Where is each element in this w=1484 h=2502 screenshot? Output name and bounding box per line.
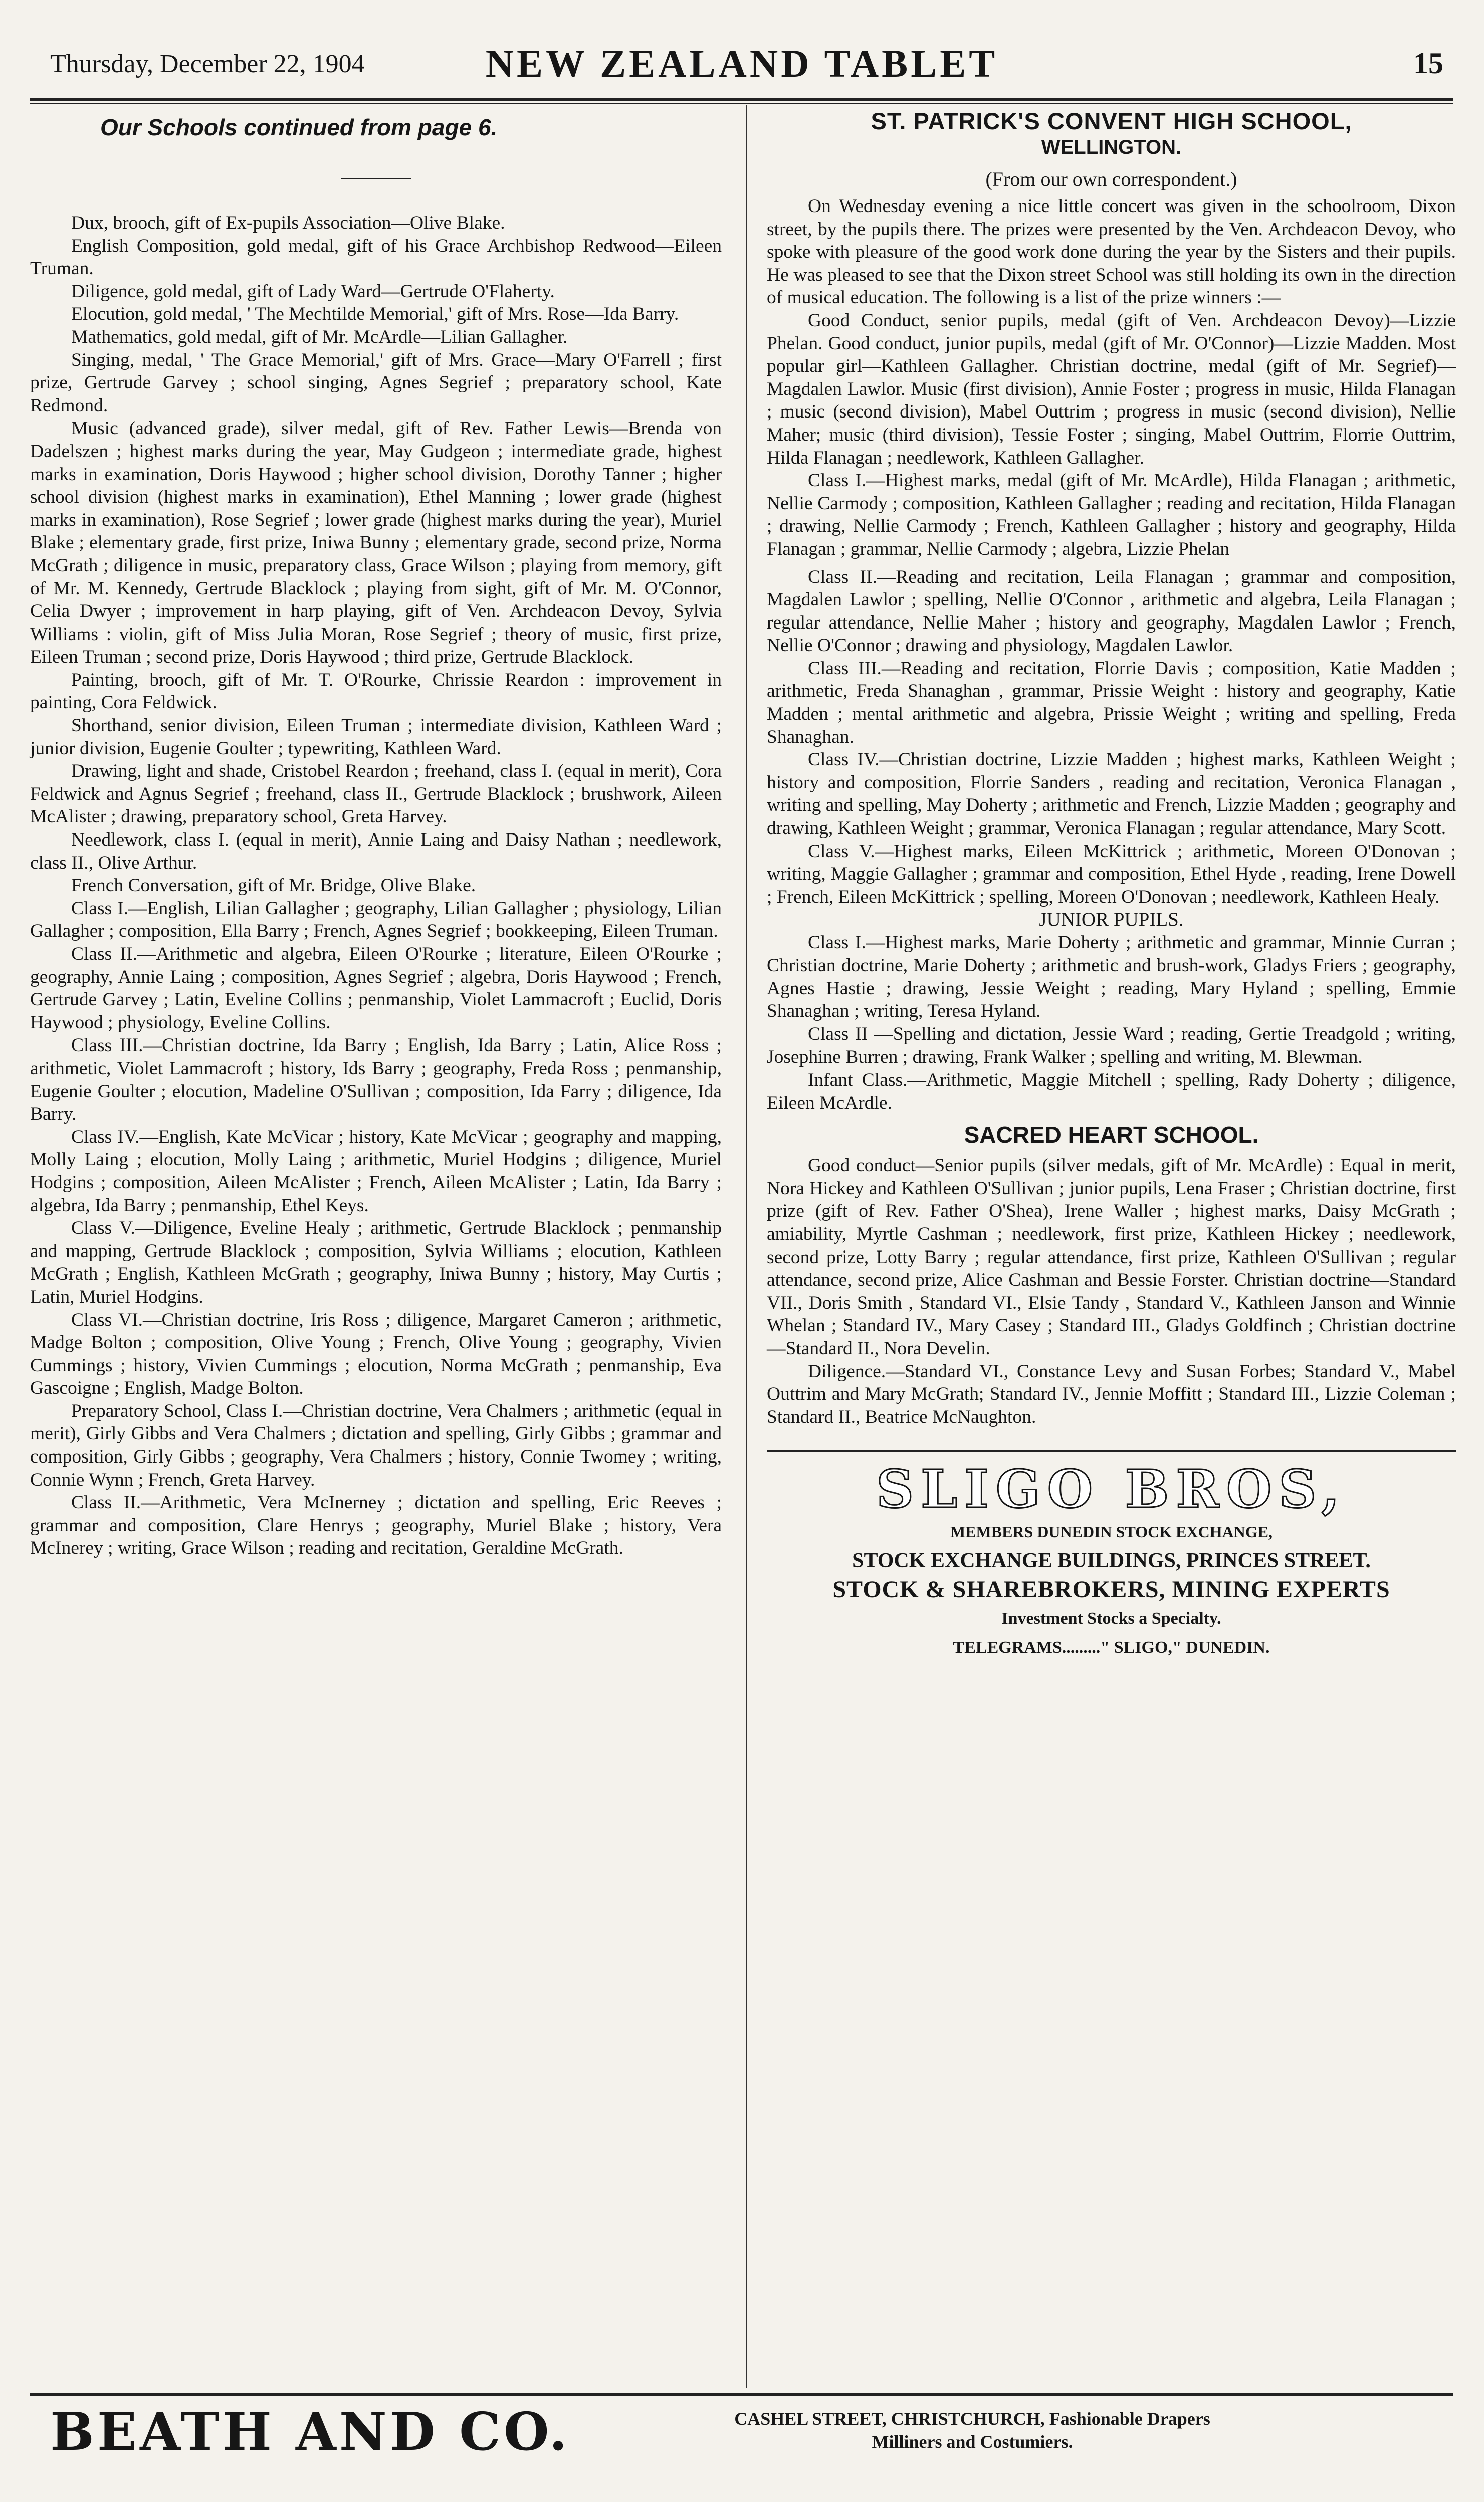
- advert-line: STOCK & SHAREBROKERS, MINING EXPERTS: [832, 1576, 1390, 1603]
- left-column: [30, 108, 722, 1560]
- article-paragraph: Class IV.—Christian doctrine, Lizzie Madden ; highest marks, Kathleen Weight ; history and composition, Florrie Sanders , reading and recitation, Veronica Flanagan , writing and spelling, May Doherty ; arithmetic and French, Lizzie Madden ; geography and drawing, Kathleen Weight ; grammar, Veronica Flanagan ; regular attendance, Mary Scott.: [767, 749, 1456, 839]
- junior-pupils-heading: JUNIOR PUPILS.: [1039, 909, 1184, 931]
- prize-paragraph: Class II.—Arithmetic, Vera McInerney ; dictation and spelling, Eric Reeves ; grammar and composition, Clare Henrys ; geography, Muriel Blake ; history, Vera McInerey ; writing, Grace Wilson ; reading and recitation, Geraldine McGrath.: [30, 1492, 722, 1559]
- masthead: [30, 42, 1453, 94]
- article-paragraph: Class I.—Highest marks, Marie Doherty ; arithmetic and grammar, Minnie Curran ; Christian doctrine, Marie Doherty ; arithmetic and brush-work, Gladys Friers ; geography, Agnes Hastie ; drawing, Jessie Weight ; reading, Mary Hyland ; spelling, Emmie Shanaghan ; writing, Teresa Hyland.: [767, 932, 1456, 1022]
- advert-line: Investment Stocks a Specialty.: [1001, 1609, 1221, 1628]
- masthead-rule-thin: [30, 103, 1453, 104]
- prize-paragraph: Dux, brooch, gift of Ex-pupils Association—Olive Blake.: [71, 213, 505, 233]
- article-paragraph: On Wednesday evening a nice little concert was given in the schoolroom, Dixon street, by the pupils there. The prizes were presented by the Ven. Archdeacon Devoy, who spoke with pleasure of the good work done during the year by the Sisters and their pupils. He was pleased to see that the Dixon street School was still holding its own in the direction of musical education. The following is a list of the prize winners :—: [767, 196, 1456, 308]
- footer-line: CASHEL STREET, CHRISTCHURCH, Fashionable Drapers: [734, 2409, 1210, 2429]
- prize-paragraph: Diligence, gold medal, gift of Lady Ward—Gertrude O'Flaherty.: [71, 281, 555, 302]
- prize-paragraph: French Conversation, gift of Mr. Bridge, Olive Blake.: [71, 875, 476, 896]
- article-paragraph: Class II.—Reading and recitation, Leila Flanagan ; grammar and composition, Magdalen Lawlor ; spelling, Nellie O'Connor , arithmetic and algebra, Leila Flanagan ; regular attendance, Nellie Maher ; history and geography, Magdalen Lawlor ; French, Nellie O'Connor ; drawing and physiology, Magdalen Lawlor.: [767, 566, 1456, 656]
- correspondent-note: (From our own correspondent.): [985, 168, 1237, 190]
- prize-paragraph: Music (advanced grade), silver medal, gift of Rev. Father Lewis—Brenda von Dadelszen ; highest marks during the year, May Gudgeon ; intermediate grade, highest marks in examination, Doris Haywood ; higher school division, Dorothy Tanner ; higher school division (highest marks in examination), Ethel Manning ; lower grade (highest marks in examination), Rose Segrief ; lower grade (highest marks during the year), Muriel Blake ; elementary grade, first prize, Iniwa Bunny ; elementary grade, second prize, Norma McGrath ; diligence in music, preparatory class, Grace Wilson ; playing from memory, gift of Mr. M. Kennedy, Gertrude Blacklock ; playing from sight, gift of Mr. M. O'Connor, Celia Dwyer ; improvement in harp playing, gift of Ven. Archdeacon Devoy, Sylvia Williams : violin, gift of Miss Julia Moran, Rose Segrief ; theory of music, first prize, Eileen Truman ; second prize, Doris Haywood ; third prize, Gertrude Blacklock.: [30, 418, 722, 668]
- prize-paragraph: Drawing, light and shade, Cristobel Reardon ; freehand, class I. (equal in merit), Cora Feldwick and Agnus Segrief ; freehand, class II., Gertrude Blacklock ; brushwork, Aileen McAlister ; drawing, preparatory school, Greta Harvey.: [30, 761, 722, 827]
- article-paragraph: Class III.—Reading and recitation, Florrie Davis ; composition, Katie Madden ; arithmetic, Freda Shanaghan , grammar, Prissie Weight : history and geography, Katie Madden ; mental arithmetic and algebra, Prissie Weight ; writing and spelling, Freda Shanaghan.: [767, 658, 1456, 747]
- section-heading: ST. PATRICK'S CONVENT HIGH SCHOOL,: [871, 108, 1352, 134]
- prize-paragraph: Painting, brooch, gift of Mr. T. O'Rourke, Chrissie Reardon : improvement in painting, Cora Feldwick.: [30, 669, 722, 713]
- column-divider: [746, 105, 747, 2388]
- prize-paragraph: Mathematics, gold medal, gift of Mr. McArdle—Lilian Gallagher.: [71, 326, 568, 347]
- right-column: [767, 108, 1456, 1662]
- heading-rule: [341, 178, 411, 179]
- prize-paragraph: Class V.—Diligence, Eveline Healy ; arithmetic, Gertrude Blacklock ; penmanship and mapping, Gertrude Blacklock ; composition, Sylvia Williams ; elocution, Kathleen McGrath ; English, Kathleen McGrath ; geography, Iniwa Bunny ; history, May Curtis ; Latin, Muriel Hodgins.: [30, 1218, 722, 1307]
- prize-paragraph: Singing, medal, ' The Grace Memorial,' gift of Mrs. Grace—Mary O'Farrell ; first prize, Gertrude Garvey ; school singing, Agnes Segrief ; preparatory school, Kate Redmond.: [30, 349, 722, 416]
- newspaper-title: NEW ZEALAND TABLET: [485, 42, 998, 85]
- advert-name: SLIGO BROS,: [876, 1458, 1347, 1520]
- article-paragraph: Diligence.—Standard VI., Constance Levy and Susan Forbes; Standard V., Mabel Outtrim and Mary McGrath; Standard IV., Jennie Moffitt ; Standard III., Lizzie Coleman ; Standard II., Beatrice McNaughton.: [767, 1361, 1456, 1427]
- advert-line: TELEGRAMS........." SLIGO," DUNEDIN.: [953, 1638, 1270, 1657]
- section-subheading: WELLINGTON.: [1041, 136, 1182, 158]
- prize-paragraph: Class III.—Christian doctrine, Ida Barry ; English, Ida Barry ; Latin, Alice Ross ; arithmetic, Violet Lammacroft ; history, Ids Barry ; geography, Freda Ross ; penmanship, Eugenie Goulter ; elocution, Madeline O'Sullivan ; composition, Ida Farry ; diligence, Ida Barry.: [30, 1035, 722, 1125]
- prize-paragraph: Elocution, gold medal, ' The Mechtilde Memorial,' gift of Mrs. Rose—Ida Barry.: [71, 304, 679, 325]
- footer-rule: [30, 2393, 1453, 2396]
- prize-paragraph: English Composition, gold medal, gift of his Grace Archbishop Redwood—Eileen Truman.: [30, 235, 722, 279]
- prize-paragraph: Shorthand, senior division, Eileen Truman ; intermediate division, Kathleen Ward ; junior division, Eugenie Goulter ; typewriting, Kathleen Ward.: [30, 715, 722, 759]
- continued-heading: Our Schools continued from page 6.: [100, 114, 498, 140]
- issue-date: Thursday, December 22, 1904: [50, 50, 365, 78]
- masthead-rule: [30, 98, 1453, 101]
- footer-line: Milliners and Costumiers.: [872, 2432, 1073, 2452]
- footer-advert-text: [642, 2407, 1303, 2453]
- article-paragraph: Good conduct—Senior pupils (silver medals, gift of Mr. McArdle) : Equal in merit, Nora Hickey and Kathleen O'Sullivan ; junior pupils, Lena Fraser ; Christian doctrine, first prize (gift of Rev. Father O'Shea), Irene Waller ; highest marks, Daisy McGrath ; amiability, Myrtle Cashman ; needlework, first prize, Kathleen Hickey ; needlework, second prize, Lotty Barry ; regular attendance, first prize, Kathleen O'Sullivan ; regular attendance, second prize, Alice Cashman and Bessie Forster. Christian doctrine—Standard VII., Doris Smith , Standard VI., Elsie Tandy , Standard V., Kathleen Janson and Winnie Whelan ; Standard IV., Mary Casey ; Standard III., Gladys Goldfinch ; Christian doctrine—Standard II., Nora Develin.: [767, 1155, 1456, 1359]
- article-paragraph: Class I.—Highest marks, medal (gift of Mr. McArdle), Hilda Flanagan ; arithmetic, Nellie Carmody ; composition, Kathleen Gallagher ; reading and recitation, Hilda Flanagan ; drawing, Nellie Carmody ; French, Kathleen Gallagher ; history and geography, Hilda Flanagan ; grammar, Nellie Carmody ; algebra, Lizzie Phelan: [767, 470, 1456, 559]
- prize-paragraph: Class IV.—English, Kate McVicar ; history, Kate McVicar ; geography and mapping, Molly Laing ; elocution, Molly Laing ; arithmetic, Muriel Hodgins ; diligence, Muriel Hodgins ; composition, Aileen McAlister ; French, Aileen McAlister ; Latin, Ida Barry ; algebra, Ida Barry ; penmanship, Ethel Keys.: [30, 1126, 722, 1216]
- article-paragraph: Class V.—Highest marks, Eileen McKittrick ; arithmetic, Moreen O'Donovan ; writing, Maggie Gallagher ; grammar and composition, Ethel Hyde , reading, Irene Dowell ; French, Eileen McKittrick ; spelling, Moreen O'Donovan ; needlework, Kathleen Healy.: [767, 841, 1456, 907]
- article-paragraph: Class II —Spelling and dictation, Jessie Ward ; reading, Gertie Treadgold ; writing, Josephine Burren ; drawing, Frank Walker ; spelling and writing, M. Blewman.: [767, 1023, 1456, 1068]
- footer-advert-name: BEATH AND CO.: [50, 2401, 570, 2462]
- prize-paragraph: Needlework, class I. (equal in merit), Annie Laing and Daisy Nathan ; needlework, class II., Olive Arthur.: [30, 829, 722, 873]
- prize-paragraph: Preparatory School, Class I.—Christian doctrine, Vera Chalmers ; arithmetic (equal in merit), Girly Gibbs and Vera Chalmers ; dictation and spelling, Girly Gibbs ; grammar and composition, Girly Gibbs ; geography, Vera Chalmers ; history, Connie Twomey ; writing, Connie Wynn ; French, Greta Harvey.: [30, 1400, 722, 1490]
- prize-paragraph: Class II.—Arithmetic and algebra, Eileen O'Rourke ; literature, Eileen O'Rourke ; geography, Annie Laing ; composition, Agnes Segrief ; algebra, Doris Haywood ; French, Gertrude Garvey ; Latin, Eveline Collins ; penmanship, Violet Lammacroft ; Euclid, Doris Haywood ; physiology, Eveline Collins.: [30, 944, 722, 1033]
- advert-rule: [767, 1450, 1456, 1452]
- prize-paragraph: Class VI.—Christian doctrine, Iris Ross ; diligence, Margaret Cameron ; arithmetic, Madge Bolton ; composition, Olive Young ; French, Olive Young ; geography, Vivien Cummings ; history, Vivien Cummings ; elocution, Norma McGrath ; penmanship, Eva Gascoigne ; English, Madge Bolton.: [30, 1309, 722, 1399]
- article-paragraph: Infant Class.—Arithmetic, Maggie Mitchell ; spelling, Rady Doherty ; diligence, Eileen McArdle.: [767, 1069, 1456, 1113]
- page-number: 15: [1413, 47, 1443, 80]
- sacred-heart-heading: SACRED HEART SCHOOL.: [964, 1122, 1259, 1148]
- advert-line: STOCK EXCHANGE BUILDINGS, PRINCES STREET.: [852, 1549, 1371, 1573]
- article-paragraph: Good Conduct, senior pupils, medal (gift of Ven. Archdeacon Devoy)—Lizzie Phelan. Good conduct, junior pupils, medal (gift of Mr. O'Connor)—Lizzie Madden. Most popular girl—Kathleen Gallagher. Christian doctrine, medal (gift of Mr. Segrief)—Magdalen Lawlor. Music (first division), Annie Foster ; progress in music, Hilda Flanagan ; music (second division), Mabel Outtrim ; progress in music (second division), Nellie Maher; music (third division), Tessie Foster ; singing, Mabel Outtrim, Florrie Outtrim, Hilda Flanagan ; needlework, Kathleen Gallagher.: [767, 310, 1456, 468]
- prize-paragraph: Class I.—English, Lilian Gallagher ; geography, Lilian Gallagher ; physiology, Lilian Gallagher ; composition, Ella Barry ; French, Agnes Segrief ; bookkeeping, Eileen Truman.: [30, 898, 722, 942]
- advert-line: MEMBERS DUNEDIN STOCK EXCHANGE,: [950, 1523, 1273, 1541]
